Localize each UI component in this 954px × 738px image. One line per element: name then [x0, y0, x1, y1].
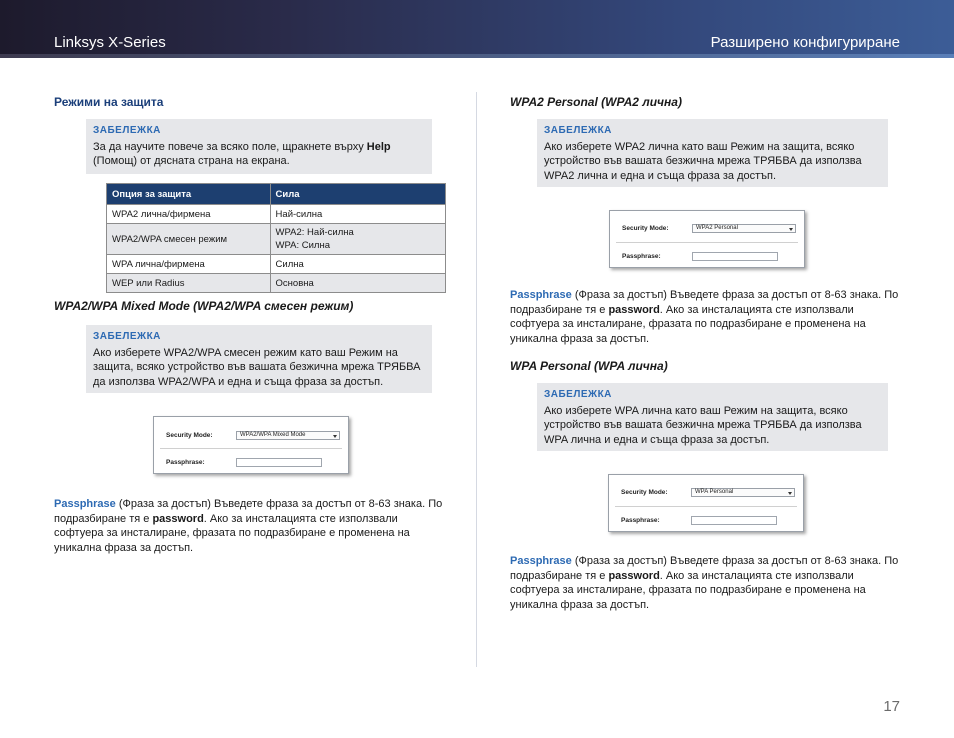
table-row [107, 274, 446, 293]
header-stripe [0, 54, 954, 58]
table-header-option: Опция за защита [107, 184, 271, 205]
para-text: (Фраза за достъп) Въведете фраза за достъп от 8-63 знака. По подразбиране тя е [54, 498, 443, 525]
security-mode-value: WPA Personal [695, 489, 734, 495]
table-cell-option: WPA2 лична/фирмена [107, 205, 271, 224]
security-mode-select[interactable] [691, 488, 795, 497]
passphrase-term: Passphrase [510, 289, 572, 301]
table-cell-strength [270, 224, 445, 255]
strength-line-1: WPA2: Най-силна [275, 227, 354, 238]
security-modes-heading: Режими на защита [54, 95, 164, 109]
chevron-down-icon [789, 228, 793, 231]
note-text: Ако изберете WPA лична като ваш Режим на защита, всяко устройство във вашата безжична мрежа ТРЯБВА да използва WPA лична и една и съща фраза за достъп. [544, 404, 862, 446]
passphrase-term: Passphrase [54, 498, 116, 510]
passphrase-label: Passphrase: [622, 253, 661, 260]
strength-line-2: WPA: Силна [275, 240, 331, 251]
security-mode-label: Security Mode: [166, 432, 213, 439]
default-password: password [608, 303, 660, 316]
wpa2-personal-heading: WPA2 Personal (WPA2 лична) [510, 95, 682, 109]
page-header [0, 0, 954, 58]
mixed-mode-heading: WPA2/WPA Mixed Mode (WPA2/WPA смесен режим) [54, 299, 354, 313]
chevron-down-icon [333, 435, 337, 438]
table-cell-option: WEP или Radius [107, 274, 271, 293]
security-mode-value: WPA2/WPA Mixed Mode [240, 432, 306, 438]
security-mode-select[interactable] [236, 431, 340, 440]
para-text: . Ако за инсталацията сте използвали софтуера за инсталиране, фразата по подразбиране е променена на уникална фраза за достъп. [510, 569, 866, 611]
para-text: . Ако за инсталацията сте използвали софтуера за инсталиране, фразата по подразбиране е променена на уникална фраза за достъп. [54, 512, 410, 554]
table-cell-strength: Основна [270, 274, 445, 293]
note-text: Ако изберете WPA2/WPA смесен режим като ваш Режим на защита, всяко устройство във вашата безжична мрежа ТРЯБВА да използва WPA2/WPA и една и съща фраза за достъп. [93, 346, 421, 388]
table-cell-strength: Най-силна [270, 205, 445, 224]
chevron-down-icon [788, 492, 792, 495]
default-password: password [152, 512, 204, 525]
note-wpa2-personal [537, 119, 888, 187]
security-mode-label: Security Mode: [621, 489, 668, 496]
passphrase-input[interactable] [692, 252, 778, 261]
passphrase-paragraph [510, 554, 902, 612]
note-wpa-personal [537, 383, 888, 451]
note-help [86, 119, 432, 174]
passphrase-paragraph [54, 497, 446, 555]
table-cell-option: WPA лична/фирмена [107, 255, 271, 274]
separator [615, 506, 797, 507]
note-title: ЗАБЕЛЕЖКА [544, 389, 612, 400]
para-text: . Ако за инсталацията сте използвали софтуера за инсталиране, фразата по подразбиране е променена на уникална фраза за достъп. [510, 303, 866, 345]
note-text: Ако изберете WPA2 лична като ваш Режим на защита, всяко устройство във вашата безжична мрежа ТРЯБВА да използва WPA2 лична и една и съща фраза за достъп. [544, 140, 862, 182]
section-title: Разширено конфигуриране [710, 34, 900, 51]
table-header-strength: Сила [270, 184, 445, 205]
note-text-cont: (Помощ) от дясната страна на екрана. [93, 155, 290, 167]
passphrase-input[interactable] [236, 458, 322, 467]
column-divider [476, 92, 477, 667]
separator [160, 448, 342, 449]
table-cell-option: WPA2/WPA смесен режим [107, 224, 271, 255]
screenshot-wpa2-personal [609, 210, 805, 268]
help-keyword: Help [366, 140, 391, 153]
security-mode-label: Security Mode: [622, 225, 669, 232]
note-title: ЗАБЕЛЕЖКА [93, 331, 161, 342]
para-text: (Фраза за достъп) Въведете фраза за достъп от 8-63 знака. По подразбиране тя е [510, 555, 899, 582]
para-text: (Фраза за достъп) Въведете фраза за достъп от 8-63 знака. По подразбиране тя е [510, 289, 899, 316]
note-mixed-mode [86, 325, 432, 393]
note-title: ЗАБЕЛЕЖКА [544, 125, 612, 136]
table-row [107, 224, 446, 255]
security-mode-value: WPA2 Personal [696, 225, 738, 231]
passphrase-term: Passphrase [510, 555, 572, 567]
table-row [107, 205, 446, 224]
separator [616, 242, 798, 243]
table-cell-strength: Силна [270, 255, 445, 274]
security-options-table [106, 183, 446, 293]
passphrase-label: Passphrase: [166, 459, 205, 466]
note-text: За да научите повече за всяко поле, щракнете върху [93, 140, 367, 153]
passphrase-input[interactable] [691, 516, 777, 525]
passphrase-paragraph [510, 288, 902, 346]
passphrase-label: Passphrase: [621, 517, 660, 524]
wpa-personal-heading: WPA Personal (WPA лична) [510, 359, 668, 373]
brand-title: Linksys X-Series [54, 34, 166, 51]
table-header-row [107, 184, 446, 205]
screenshot-mixed-mode [153, 416, 349, 474]
security-mode-select[interactable] [692, 224, 796, 233]
default-password: password [608, 569, 660, 582]
note-title: ЗАБЕЛЕЖКА [93, 125, 161, 136]
page-number: 17 [883, 698, 900, 715]
screenshot-wpa-personal [608, 474, 804, 532]
table-row [107, 255, 446, 274]
